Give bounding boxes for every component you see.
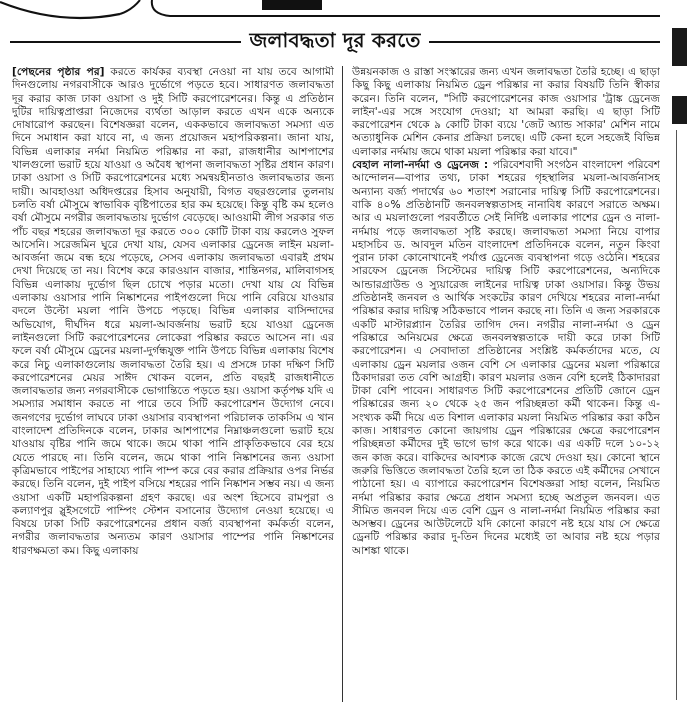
subheading: বেহাল নালা-নর্দমা ও ড্রেনেজ :	[352, 159, 489, 172]
left-column-text: করতে কার্যকর ব্যবস্থা নেওয়া না যায় তবে আগামী দিনগুলোয় নগরবাসীকে আরও দুর্ভোগে পড়তে হবে। সাধারণত জলাবদ্ধতা দূর করার কাজ ঢাকা ওয়াসা ও দুই সিটি করপোরেশনের। কিন্তু এ প্রতিষ্ঠান দুটির দায়িত্বপ্রাপ্তরা নিজেদের ব্যর্থতা আড়াল করতে এখন একে অন্যকে দোষারোপ করছেন। বিশেষজ্ঞরা বলেন, এককভাবে জলাবদ্ধতা সমস্যা এত দিনে সমাধান করা যাবে না, এ জন্য প্রয়োজন মহাপরিকল্পনা। জানা যায়, বিভিন্ন এলাকার নর্দমা নিয়মিত পরিষ্কার না করা, রাজধানীর আশপাশের খালগুলো ভরাট হয়ে যাওয়া ও অবৈধ স্থাপনা জলাবদ্ধতা সৃষ্টির প্রধান কারণ। ঢাকা ওয়াসা ও সিটি করপোরেশনের মধ্যে সমন্বয়হীনতাও জলাবদ্ধতার জন্য দায়ী। আবহাওয়া অধিদপ্তরের হিসাব অনুযায়ী, বিগত বছরগুলোর তুলনায় চলতি বর্ষা মৌসুমে স্বাভাবিক বৃষ্টিপাতের হার কম হয়েছে। কিন্তু বৃষ্টি কম হলেও বর্ষা মৌসুমে নগরীর জলাবদ্ধতায় দুর্ভোগ বেড়েছে। আওয়ামী লীগ সরকার গত পাঁচ বছর শহরের জলাবদ্ধতা দূর করতে ৩০০ কোটি টাকা ব্যয় করলেও সুফল আসেনি। সরেজমিন ঘুরে দেখা যায়, যেসব এলাকার ড্রেনেজ লাইন ময়লা-আবর্জনা জমে বন্ধ হয়ে পড়েছে, সেসব এলাকায় জলাবদ্ধতা এবারই প্রথম দেখা দিয়েছে তা নয়। বিশেষ করে কারওয়ান বাজার, শান্তিনগর, মালিবাগসহ বিভিন্ন এলাকায় দুর্ভোগ ছিল চোখে পড়ার মতো। দেখা যায় যে বিভিন্ন এলাকায় ওয়াসার পানি নিষ্কাশনের পাইপগুলো দিয়ে পানি বেরিয়ে যাওয়ার বদলে উল্টো ময়লা পানি উপচে পড়ছে। বিভিন্ন এলাকার বাসিন্দাদের অভিযোগ, দীর্ঘদিন ধরে ময়লা-আবর্জনায় ভরাট হয়ে যাওয়া ড্রেনেজ লাইনগুলো সিটি করপোরেশনের লোকেরা পরিষ্কার করতে আসেন না। এর ফলে বর্ষা মৌসুমে ড্রেনের ময়লা-দুর্গন্ধযুক্ত পানি উপচে বিভিন্ন এলাকায় বিশেষ করে নিচু এলাকাগুলোয় জলাবদ্ধতা তৈরি হয়। এ প্রসঙ্গে ঢাকা দক্ষিণ সিটি করপোরেশনের মেয়র সাঈদ খোকন বলেন, প্রতি বছরই রাজধানীতে জলাবদ্ধতার জন্য নগরবাসীকে ভোগান্তিতে পড়তে হয়। ওয়াসা কর্তৃপক্ষ যদি এ সমস্যার সমাধান করতে না পারে তবে সিটি করপোরেশন উদ্যোগ নেবে। জনগণের দুর্ভোগ লাঘবে ঢাকা ওয়াসার ব্যবস্থাপনা পরিচালক তাকসিম এ খান বাংলাদেশ প্রতিদিনকে বলেন, ঢাকার আশপাশের নিম্নাঞ্চলগুলো ভরাট হয়ে যাওয়ায় বৃষ্টির পানি জমে থাকে। জমে থাকা পানি প্রাকৃতিকভাবে বের হয়ে যেতে পারছে না। তিনি বলেন, জমে থাকা পানি নিষ্কাশনের জন্য ওয়াসা কৃত্রিমভাবে পাইপের সাহায্যে পানি পাম্প করে বের করার প্রক্রিয়ার ওপর নির্ভর করছে। তিনি বলেন, দুই পাইপ বসিয়ে শহরের পানি নিষ্কাশন সম্ভব নয়। এ জন্য ওয়াসা একটি মহাপরিকল্পনা গ্রহণ করছে। এর অংশ হিসেবে রামপুরা ও কল্যাণপুর স্লুইসগেটে পাম্পিং স্টেশন বসানোর উদ্যোগ নেওয়া হয়েছে। এ বিষয়ে ঢাকা সিটি করপোরেশনের প্রধান বর্জ্য ব্যবস্থাপনা কর্মকর্তা বলেন, নগরীর জলাবদ্ধতার অন্যতম কারণ ওয়াসার পাম্পের পানি নিষ্কাশনের ধারণক্ষমতা কম। কিছু এলাকায়	[12, 66, 334, 557]
adjacent-page-edge-rule	[676, 130, 677, 700]
adjacent-page-edge-top	[672, 28, 687, 66]
column-divider	[342, 66, 343, 702]
headline: জলাবদ্ধতা দূর করতে	[249, 27, 421, 52]
left-paragraph	[12, 66, 334, 558]
right-paragraph-2	[352, 159, 660, 558]
top-banner-graphic	[0, 0, 687, 22]
headline-rule-left	[10, 41, 241, 43]
headline-row	[10, 28, 660, 56]
right-paragraph-2-text: পরিবেশবাদী সংগঠন বাংলাদেশ পরিবেশ আন্দোলন—বাপার তথ্য, ঢাকা শহরের গৃহস্থালির ময়লা-আবর্জনাসহ অন্যান্য বর্জ্য পদার্থের ৬০ শতাংশ সরানোর দায়িত্ব সিটি করপোরেশনের। বাকি ৪০% প্রতিষ্ঠানটি জনবলস্বল্পতাসহ নানাবিধ কারণে সরাতে অক্ষম। আর এ ময়লাগুলো পরবর্তীতে সেই নির্দিষ্ট এলাকার পাশের ড্রেন ও নালা-নর্দমায় পড়ে জলাবদ্ধতা সৃষ্টি করছে। জলাবদ্ধতা সমস্যা নিয়ে বাপার মহাসচিব ড. আবদুল মতিন বাংলাদেশ প্রতিদিনকে বলেন, নতুন কিংবা পুরান ঢাকা কোনোখানেই পর্যাপ্ত ড্রেনেজ ব্যবস্থাপনা গড়ে ওঠেনি। শহরের সারফেস ড্রেনেজ সিস্টেমের দায়িত্ব সিটি করপোরেশনের, অন্যদিকে আন্ডারগ্রাউন্ড ও স্যুয়ারেজ লাইনের দায়িত্ব ঢাকা ওয়াসার। কিন্তু উভয় প্রতিষ্ঠানই জনবল ও আর্থিক সংকটের কারণ দেখিয়ে শহরের নালা-নর্দমা পরিষ্কার করার দায়িত্ব সঠিকভাবে পালন করছে না। তিনি এ জন্য সরকারকে একটি মাস্টারপ্ল্যান তৈরির তাগিদ দেন। নগরীর নালা-নর্দমা ও ড্রেন পরিষ্কারে অনিয়মের ক্ষেত্রে জনবলস্বল্পতাকে দায়ী করে ঢাকা সিটি করপোরেশন। এ সেবাদাতা প্রতিষ্ঠানের সংশ্লিষ্ট কর্মকর্তাদের মতে, যে এলাকায় ড্রেন ময়লার ওজন বেশি সে এলাকার ড্রেনের ময়লা পরিষ্কারে ঠিকাদাররা তত বেশি আগ্রহী। কারণ ময়লার ওজন বেশি হলেই ঠিকাদাররা টাকা বেশি পাবেন। সাধারণত সিটি করপোরেশনের প্রতিটি জোনে ড্রেন পরিষ্কারের জন্য ২০ থেকে ২৫ জন পরিচ্ছন্নতা কর্মী থাকেন। কিন্তু এ-সংখ্যক কর্মী দিয়ে এত বিশাল এলাকার ময়লা নিয়মিত পরিষ্কার করা কঠিন কাজ। সাধারণত কোনো জায়গায় ড্রেন পরিষ্কারের ক্ষেত্রে করপোরেশন পরিচ্ছন্নতা কর্মীদের দুই ভাগে ভাগ করে থাকে। এর একটি দলে ১০-১২ জন কাজ করে। বাকিদের আবশ্যক কাজে রেখে দেওয়া হয়। কোনো স্থানে জরুরি ভিত্তিতে জলাবদ্ধতা তৈরি হলে তা ঠিক করতে এই কর্মীদের সেখানে পাঠানো হয়। এ ব্যাপারে করপোরেশন বিশেষজ্ঞরা সাহা বলেন, নিয়মিত নর্দমা পরিষ্কার করার ক্ষেত্রে প্রধান সমস্যা হচ্ছে অপ্রতুল জনবল। এত সীমিত জনবল দিয়ে এত বেশি ড্রেন ও নালা-নর্দমা নিয়মিত পরিষ্কার করা অসম্ভব। ড্রেনের আউটলেটে যদি কোনো কারণে নষ্ট হয়ে যায় সে ক্ষেত্রে ড্রেনটি পরিষ্কার করার দু-তিন দিনের মধ্যেই তা আবার নষ্ট হয়ে পড়ার আশঙ্কা থাকে।	[352, 159, 660, 557]
article-column-right	[352, 66, 660, 706]
right-paragraph-1: উন্নয়নকাজ ও রাস্তা সংস্কারের জন্য এখন জলাবদ্ধতা তৈরি হচ্ছে। এ ছাড়া কিছু কিছু এলাকায় নিয়মিত ড্রেন পরিষ্কার না করার বিষয়টি তিনি স্বীকার করেন। তিনি বলেন, "সিটি করপোরেশনের কাজ ওয়াসার 'ট্রাঙ্ক ড্রেনেজ লাইন'-এর সঙ্গে সংযোগ দেওয়া; যা আমরা করছি। এ ছাড়া সিটি করপোরেশন থেকে ৯ কোটি টাকা ব্যয়ে 'জেট অ্যান্ড সাকার' মেশিন নামে অত্যাধুনিক মেশিন কেনার প্রক্রিয়া চলছে। এটি কেনা হলে সহজেই বিভিন্ন এলাকার নর্দমায় জমে থাকা ময়লা পরিষ্কার করা যাবে।"	[352, 66, 660, 158]
article-column-left	[12, 66, 334, 706]
headline-rule-right	[429, 41, 660, 43]
adjacent-page-edge-mid	[672, 96, 687, 124]
continuation-tag: [পেছনের পৃষ্ঠার পর]	[12, 66, 105, 78]
